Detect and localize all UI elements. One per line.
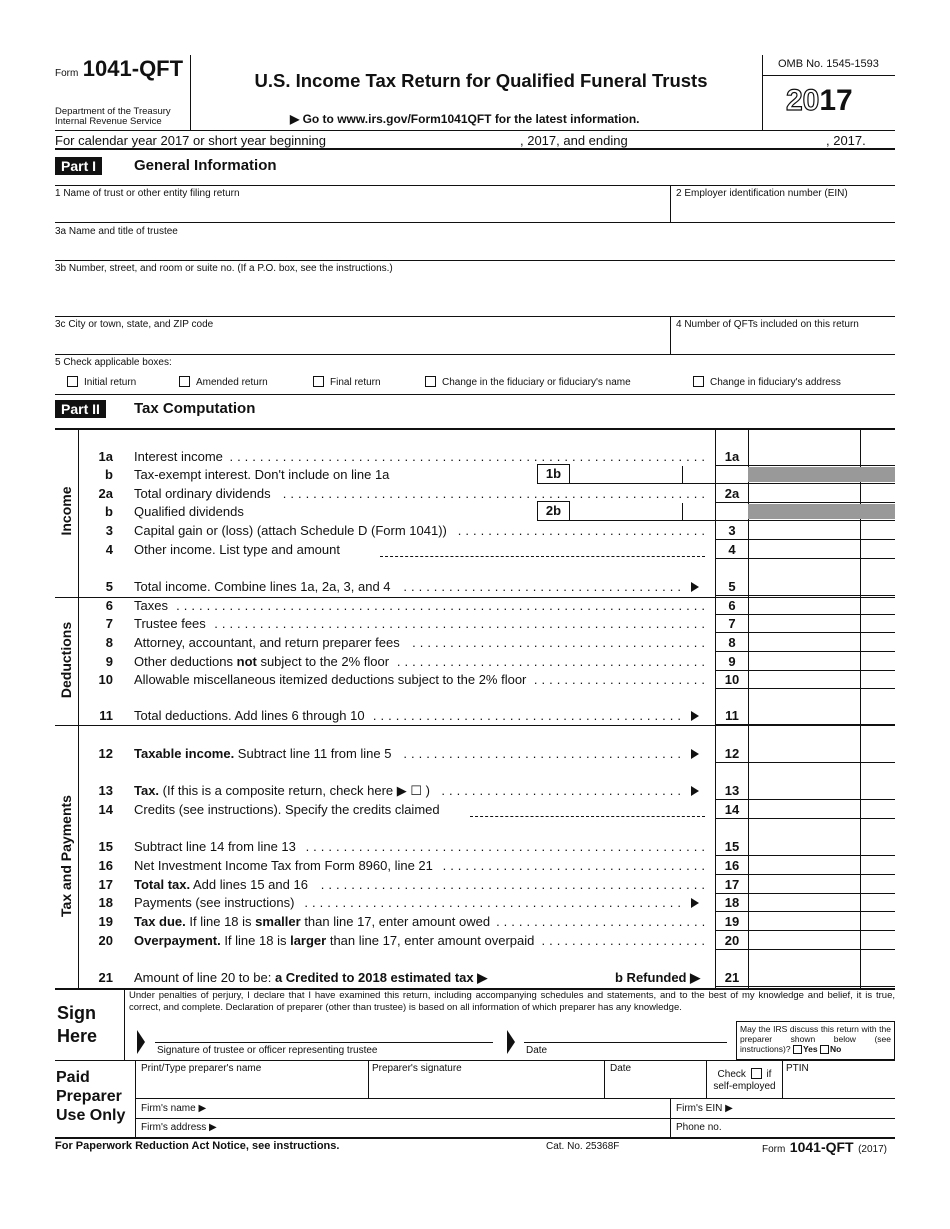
line-14-row — [95, 801, 465, 819]
dot-leader: ..................................................... — [305, 839, 709, 854]
part2-title: Tax Computation — [134, 400, 256, 417]
line-number-box: 15 — [724, 839, 740, 854]
divider — [55, 185, 895, 186]
form-number — [55, 56, 183, 82]
firm-name-field[interactable]: Firm's name ▶ — [141, 1103, 207, 1114]
self-employed-check[interactable] — [708, 1068, 781, 1093]
yes-label: Yes — [802, 1044, 818, 1054]
row-label-part: Credits (see instructions). Specify the credits claimed — [134, 802, 440, 817]
divider — [715, 762, 895, 763]
row-label-part: If line 18 is — [185, 914, 256, 929]
divider — [55, 148, 895, 150]
row-number: 20 — [98, 933, 113, 948]
line-8-row — [95, 634, 715, 652]
year-bold: 17 — [819, 84, 853, 117]
row-label — [134, 653, 389, 671]
row-label-part: Interest income — [134, 449, 223, 464]
use-only-word: Use Only — [56, 1107, 126, 1124]
row-label-part: Subtract line 11 from line 5 — [234, 746, 392, 761]
divider — [670, 185, 671, 222]
divider — [55, 316, 895, 317]
line-21-amount-input[interactable] — [749, 961, 895, 987]
line-12-amount-input[interactable] — [749, 737, 895, 763]
preparer-signature-field[interactable]: Preparer's signature — [372, 1063, 462, 1074]
divider — [604, 1060, 605, 1098]
row-number: b — [105, 504, 113, 519]
part1-tag: Part I — [55, 157, 102, 175]
paperwork-notice: For Paperwork Reduction Act Notice, see instructions. — [55, 1140, 340, 1152]
line-13-row — [95, 782, 715, 800]
row-label — [134, 707, 365, 725]
dot-leader: ...................................................................... — [176, 598, 709, 613]
row-label-part: (If this is a composite return, check here ▶ ☐ ) — [159, 783, 430, 798]
row-label-part: Allowable miscellaneous itemized deductions subject to the 2% floor — [134, 672, 527, 687]
line-b-row — [95, 503, 525, 521]
line-5-row — [95, 578, 715, 596]
sign-here-title — [57, 1002, 97, 1048]
dept-line1: Department of the Treasury — [55, 106, 171, 117]
row-label — [134, 913, 490, 931]
divider — [135, 1098, 895, 1099]
arrow-icon — [507, 1030, 515, 1054]
divider — [78, 428, 79, 988]
divider — [715, 465, 895, 466]
phone-field[interactable]: Phone no. — [676, 1122, 722, 1133]
line-4-row — [95, 541, 375, 559]
divider — [670, 316, 671, 354]
row-label-part: Other income. List type and amount — [134, 542, 340, 557]
row-label — [134, 522, 447, 540]
row-number: 12 — [98, 746, 113, 761]
row-number: 5 — [105, 579, 113, 594]
line-number-box: 13 — [724, 783, 740, 798]
row-label — [134, 578, 391, 596]
calendar-ending-label: , 2017, and ending — [520, 133, 628, 148]
line-11-amount-input[interactable] — [749, 699, 895, 725]
divider — [715, 949, 895, 950]
line-20-row — [95, 932, 715, 950]
row-label — [134, 615, 206, 633]
part2-tag: Part II — [55, 400, 106, 418]
line-14-amount-input[interactable] — [749, 793, 895, 819]
row-label — [134, 541, 340, 559]
row-label — [134, 634, 400, 652]
refunded-label: b Refunded ▶ — [615, 970, 701, 985]
row-label — [134, 838, 296, 856]
divider — [715, 688, 895, 689]
row-number: 1a — [98, 449, 113, 464]
divider — [706, 1060, 707, 1098]
dept-line2: Internal Revenue Service — [55, 116, 162, 127]
dot-leader: ................................... — [442, 858, 709, 873]
row-label — [134, 801, 440, 819]
line-6-row — [95, 597, 715, 615]
checkbox-change-fiduciary-name[interactable] — [425, 376, 631, 388]
form-number-text: 1041-QFT — [789, 1139, 854, 1155]
ein-field[interactable]: 2 Employer identification number (EIN) — [676, 188, 848, 199]
row-number: 9 — [105, 654, 113, 669]
line-number-box: 16 — [724, 858, 740, 873]
arrow-icon — [691, 898, 699, 908]
form-year: (2017) — [858, 1144, 887, 1155]
divider — [55, 130, 895, 131]
form-number-text: 1041-QFT — [82, 56, 184, 81]
calendar-year-label: For calendar year 2017 or short year beginning — [55, 133, 326, 148]
irs-discuss-box — [736, 1021, 895, 1060]
row-label-part: Total tax. — [134, 877, 191, 892]
dot-leader: ........................................................ — [282, 486, 709, 501]
line-number-box: 11 — [725, 708, 739, 723]
dot-leader: ..................................... — [403, 579, 685, 594]
dot-leader: ............................ — [496, 914, 709, 929]
dot-leader: ................................ — [441, 783, 685, 798]
discuss-text: May the IRS discuss this return with the preparer shown below (see instructions)? — [740, 1024, 891, 1054]
checkbox-label: Change in the fiduciary or fiduciary's name — [442, 377, 631, 388]
row-label-part: Tax due. — [134, 914, 186, 929]
line-3-row — [95, 522, 715, 540]
divider — [715, 502, 895, 503]
row-label-part: Taxes — [134, 598, 168, 613]
row-number: 18 — [98, 895, 113, 910]
discuss-no-checkbox[interactable] — [820, 1045, 829, 1054]
form-title: U.S. Income Tax Return for Qualified Funeral Trusts — [254, 70, 708, 91]
row-label — [134, 745, 391, 763]
dot-leader: .................................................. — [304, 895, 685, 910]
divider — [715, 818, 895, 819]
row-label — [134, 597, 168, 615]
discuss-yes-checkbox[interactable] — [793, 1045, 802, 1054]
line-16-row — [95, 857, 715, 875]
row-label-part: Add lines 15 and 16 — [190, 877, 308, 892]
line-18-row — [95, 894, 715, 912]
row-number: 15 — [98, 839, 113, 854]
row-label-part: Capital gain or (loss) (attach Schedule D (Form 1041)) — [134, 523, 447, 538]
row-label-part: Overpayment. — [134, 933, 221, 948]
line-number-box: 3 — [728, 523, 736, 538]
row-label — [134, 448, 223, 466]
dot-leader: ................................................... — [320, 877, 709, 892]
line-number-box: 21 — [724, 970, 740, 985]
row-label-part: Trustee fees — [134, 616, 206, 631]
form-word: Form — [55, 68, 79, 79]
checkbox-label: Final return — [330, 377, 381, 388]
arrow-icon — [691, 711, 699, 721]
line-1b-amount-input[interactable] — [570, 483, 715, 484]
row-number: b — [105, 467, 113, 482]
row-number: 2a — [98, 486, 113, 501]
line-number-box: 17 — [724, 877, 740, 892]
no-label: No — [829, 1044, 842, 1054]
arrow-icon — [137, 1030, 145, 1054]
signature-label: Signature of trustee or officer representing trustee — [157, 1045, 378, 1056]
if-label: if — [766, 1069, 772, 1080]
date-label: Date — [526, 1045, 548, 1056]
arrow-icon — [691, 582, 699, 592]
section-deductions: Deductions — [58, 621, 74, 699]
line-19-row — [95, 913, 715, 931]
qft-count-field[interactable]: 4 Number of QFTs included on this return — [676, 319, 859, 330]
row-number: 19 — [98, 914, 113, 929]
line-number-box: 5 — [728, 579, 736, 594]
line-number-box: 6 — [728, 598, 736, 613]
row-label-part: Other deductions — [134, 654, 237, 669]
check-boxes-label: 5 Check applicable boxes: — [55, 357, 172, 368]
checkbox-label: Initial return — [84, 377, 137, 388]
row-number: 13 — [98, 783, 113, 798]
line-number-box: 19 — [724, 914, 740, 929]
firm-ein-field[interactable]: Firm's EIN ▶ — [676, 1103, 733, 1114]
row-label-part: Total ordinary dividends — [134, 486, 271, 501]
row-label — [134, 876, 308, 894]
row-label-part: a Credited to 2018 estimated tax ▶ — [274, 970, 488, 985]
calendar-end-year: , 2017. — [826, 133, 866, 148]
divider — [715, 986, 895, 987]
line-17-row — [95, 876, 715, 894]
line-14-specify-input[interactable] — [470, 816, 705, 817]
line-number-box: 4 — [728, 542, 736, 557]
row-label — [134, 671, 526, 689]
trust-name-field[interactable]: 1 Name of trust or other entity filing return — [55, 188, 240, 199]
row-label-part: Subtract line 14 from line 13 — [134, 839, 296, 854]
row-label-part: not — [236, 654, 257, 669]
row-label-part: smaller — [255, 914, 301, 929]
checkbox-amended-return[interactable] — [179, 376, 268, 388]
year-outline: 20 — [786, 84, 820, 117]
row-label-part: Qualified dividends — [134, 504, 244, 519]
row-label-part: Taxable income. — [134, 746, 235, 761]
line-11-row — [95, 707, 715, 725]
row-label-part: Amount of line 20 to be: — [134, 970, 275, 985]
section-income: Income — [58, 486, 74, 536]
divider — [762, 75, 895, 76]
line-number-box: 14 — [724, 802, 740, 817]
row-label — [134, 466, 389, 484]
line-2a-row — [95, 485, 715, 503]
line-9-row — [95, 653, 715, 671]
divider — [682, 503, 683, 521]
section-tax-payments: Tax and Payments — [58, 795, 74, 917]
catalog-number: Cat. No. 25368F — [546, 1141, 620, 1152]
dot-leader: ......................................... — [372, 708, 685, 723]
paid-preparer-title — [56, 1068, 125, 1125]
row-label-part: than line 17, enter amount overpaid — [326, 933, 535, 948]
row-number: 8 — [105, 635, 113, 650]
sign-word: Sign — [57, 1003, 96, 1023]
line-2a-amount-input[interactable] — [749, 477, 895, 503]
line-12-row — [95, 745, 715, 763]
divider — [782, 1060, 783, 1098]
line-number-box: 2a — [724, 486, 740, 501]
line-21-row — [95, 969, 605, 987]
preparer-word: Preparer — [56, 1088, 122, 1105]
divider — [55, 428, 895, 430]
checkbox-initial-return[interactable] — [67, 376, 136, 388]
line-number-box: 9 — [728, 654, 736, 669]
line-4-amount-input[interactable] — [749, 533, 895, 559]
omb-number: OMB No. 1545-1593 — [778, 58, 879, 70]
city-state-zip-field[interactable]: 3c City or town, state, and ZIP code — [55, 319, 214, 330]
dot-leader: ....................................... — [412, 635, 709, 650]
divider — [368, 1060, 369, 1098]
arrow-icon — [691, 786, 699, 796]
perjury-statement: Under penalties of perjury, I declare that I have examined this return, including accompanying schedules and statements, and to the best of my knowledge and belief, it is true, correct, and complete. Declaration of preparer (other than trustee) is based on all information of which preparer has any knowledge. — [129, 990, 895, 1013]
row-label — [134, 782, 430, 800]
ptin-field[interactable]: PTIN — [786, 1063, 809, 1074]
checkbox-label: Change in fiduciary's address — [710, 377, 841, 388]
checkbox-final-return[interactable] — [313, 376, 381, 388]
row-number: 14 — [98, 802, 113, 817]
divider — [190, 55, 191, 130]
row-label — [134, 503, 244, 521]
trustee-name-field[interactable]: 3a Name and title of trustee — [55, 226, 178, 237]
row-label-part: Total income. Combine lines 1a, 2a, 3, and 4 — [134, 579, 391, 594]
divider — [124, 988, 125, 1060]
here-word: Here — [57, 1026, 98, 1046]
row-number: 11 — [99, 708, 113, 723]
line-number-box: 8 — [728, 635, 736, 650]
line-20-amount-input[interactable] — [749, 924, 895, 950]
line-number-box: 20 — [724, 933, 740, 948]
line-number-box: 12 — [724, 746, 740, 761]
divider — [55, 1060, 895, 1061]
firm-address-field[interactable]: Firm's address ▶ — [141, 1122, 217, 1133]
arrow-icon — [691, 749, 699, 759]
row-label — [134, 485, 271, 503]
line-number-box: 18 — [724, 895, 740, 910]
row-number: 21 — [98, 970, 113, 985]
row-label-part: If line 18 is — [220, 933, 291, 948]
divider — [55, 260, 895, 261]
divider — [135, 1118, 895, 1119]
divider — [682, 466, 683, 484]
row-label-part: Attorney, accountant, and return preparer fees — [134, 635, 400, 650]
line-b-row — [95, 466, 525, 484]
goto-link[interactable]: ▶ Go to www.irs.gov/Form1041QFT for the latest information. — [290, 112, 640, 126]
row-label — [134, 969, 487, 987]
dot-leader: ..................................... — [403, 746, 685, 761]
divider — [55, 222, 895, 223]
dot-leader: ......................................... — [396, 654, 709, 669]
check-label: Check — [717, 1069, 746, 1080]
checkbox-change-fiduciary-address[interactable] — [693, 376, 841, 388]
divider — [55, 354, 895, 355]
line-1a-row — [95, 448, 715, 466]
line-10-amount-input[interactable] — [749, 663, 895, 689]
inner-line-number: 1b — [537, 464, 570, 484]
checkbox-label: Amended return — [196, 377, 268, 388]
dot-leader: ............................................................... — [229, 449, 709, 464]
inner-line-number: 2b — [537, 501, 570, 521]
row-label-part: larger — [290, 933, 327, 948]
dot-leader: ...................... — [541, 933, 709, 948]
line-number-box: 7 — [728, 616, 736, 631]
part1-title: General Information — [134, 157, 277, 174]
form-word: Form — [762, 1144, 786, 1155]
department — [55, 107, 171, 127]
divider — [715, 558, 895, 559]
row-label — [134, 932, 534, 950]
dot-leader: ................................. — [457, 523, 709, 538]
divider — [55, 725, 895, 726]
line-10-row — [95, 671, 715, 689]
row-label-part: Tax. — [134, 783, 160, 798]
row-number: 10 — [98, 672, 113, 687]
preparer-date-field[interactable]: Date — [610, 1063, 632, 1074]
row-label-part: Total deductions. Add lines 6 through 10 — [134, 708, 365, 723]
row-label — [134, 894, 294, 912]
paid-word: Paid — [56, 1069, 90, 1086]
line-15-row — [95, 838, 715, 856]
row-number: 7 — [105, 616, 113, 631]
divider — [715, 724, 895, 725]
row-label-part: subject to the 2% floor — [256, 654, 390, 669]
preparer-name-field[interactable]: Print/Type preparer's name — [141, 1063, 262, 1074]
date-line[interactable] — [524, 1042, 727, 1043]
line-number-box: 1a — [724, 449, 740, 464]
row-label-part: than line 17, enter amount owed — [300, 914, 491, 929]
line-2b-amount-input[interactable] — [570, 520, 715, 521]
row-label-part: Net Investment Income Tax from Form 8960, line 21 — [134, 858, 433, 873]
footer-form-number — [762, 1139, 887, 1157]
line-7-row — [95, 615, 715, 633]
line-1a-amount-input[interactable] — [749, 440, 895, 466]
line-4-specify-input[interactable] — [380, 556, 705, 557]
signature-line[interactable] — [155, 1042, 493, 1043]
row-number: 3 — [105, 523, 113, 538]
row-number: 6 — [105, 598, 113, 613]
line-number-box: 10 — [724, 672, 740, 687]
row-label — [134, 857, 433, 875]
dot-leader: ....................... — [533, 672, 709, 687]
self-employed-label: self-employed — [713, 1081, 776, 1092]
row-label-part: Payments (see instructions) — [134, 895, 295, 910]
divider — [55, 394, 895, 395]
row-number: 4 — [105, 542, 113, 557]
row-number: 16 — [98, 858, 113, 873]
address-field[interactable]: 3b Number, street, and room or suite no. (If a P.O. box, see the instructions.) — [55, 263, 393, 274]
dot-leader: ................................................................. — [214, 616, 709, 631]
divider — [762, 55, 763, 130]
tax-year — [786, 84, 853, 118]
row-number: 17 — [98, 877, 113, 892]
row-label-part: Tax-exempt interest. Don't include on line 1a — [134, 467, 390, 482]
